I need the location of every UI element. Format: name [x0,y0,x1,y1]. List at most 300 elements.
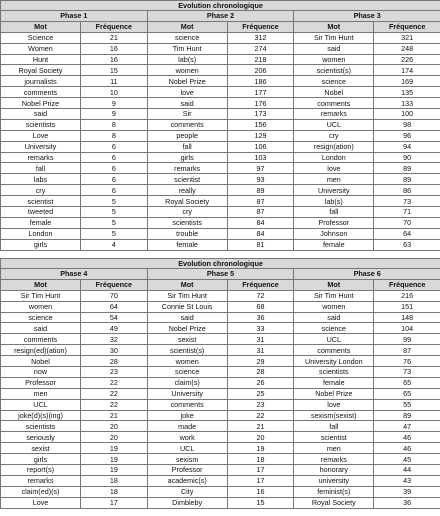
table-row [1,119,440,130]
frequency-cell: 16 [81,54,148,65]
frequency-cell: 97 [227,163,294,174]
frequency-cell: 312 [227,32,294,43]
frequency-cell: 22 [227,410,294,421]
column-header-word: Mot [147,21,227,32]
frequency-cell: 89 [374,174,440,185]
word-cell: fall [1,163,81,174]
frequency-cell: 30 [81,345,148,356]
frequency-cell: 6 [81,152,148,163]
frequency-cell: 17 [227,465,294,476]
frequency-cell: 86 [374,185,440,196]
word-cell: fall [294,207,374,218]
column-header-frequency: Fréquence [227,279,294,290]
frequency-cell: 63 [374,239,440,250]
word-cell: said [1,109,81,120]
frequency-cell: 21 [227,421,294,432]
word-cell: men [294,174,374,185]
word-cell: girls [147,152,227,163]
table-row [1,454,440,465]
frequency-cell: 70 [374,217,440,228]
frequency-cell: 29 [227,356,294,367]
table-row [1,109,440,120]
table-row [1,98,440,109]
table-row [1,367,440,378]
word-cell: report(s) [1,465,81,476]
frequency-cell: 15 [81,65,148,76]
word-cell: City [147,486,227,497]
frequency-cell: 84 [227,228,294,239]
frequency-cell: 43 [374,475,440,486]
column-header-frequency: Fréquence [374,21,440,32]
word-cell: university [294,475,374,486]
word-cell: Nobel Prize [147,323,227,334]
table-row [1,334,440,345]
word-cell: joke(d)(s)(ing) [1,410,81,421]
table-row [1,43,440,54]
word-cell: scientists [147,217,227,228]
table-row [1,54,440,65]
word-cell: comments [294,98,374,109]
frequency-cell: 151 [374,301,440,312]
word-cell: Professor [1,377,81,388]
table-row [1,76,440,87]
frequency-cell: 174 [374,65,440,76]
table-row [1,475,440,486]
frequency-cell: 5 [81,217,148,228]
word-cell: lab(s) [294,196,374,207]
table-row [1,228,440,239]
frequency-cell: 106 [227,141,294,152]
frequency-cell: 64 [374,228,440,239]
frequency-cell: 99 [374,334,440,345]
table-row [1,388,440,399]
frequency-cell: 33 [227,323,294,334]
table-row [1,65,440,76]
frequency-cell: 70 [81,290,148,301]
frequency-cell: 9 [81,98,148,109]
frequency-cell: 17 [81,497,148,508]
frequency-cell: 226 [374,54,440,65]
frequency-cell: 4 [81,239,148,250]
phase-header: Phase 4 [1,269,148,280]
word-cell: London [1,228,81,239]
word-cell: Johnson [294,228,374,239]
word-cell: comments [1,334,81,345]
word-cell: London [294,152,374,163]
word-cell: female [294,239,374,250]
frequency-cell: 248 [374,43,440,54]
table-row [1,356,440,367]
table-row [1,185,440,196]
phase-header-row [1,11,440,22]
word-cell: remarks [294,109,374,120]
table-row [1,345,440,356]
frequency-cell: 20 [81,421,148,432]
phase-header: Phase 3 [294,11,440,22]
column-header-word: Mot [1,279,81,290]
frequency-cell: 9 [81,109,148,120]
word-cell: University [147,388,227,399]
table-row [1,497,440,508]
frequency-cell: 129 [227,130,294,141]
table-row [1,141,440,152]
word-cell: men [1,388,81,399]
frequency-cell: 15 [227,497,294,508]
word-cell: claim(ed)(s) [1,486,81,497]
word-cell: joke [147,410,227,421]
word-cell: Royal Society [294,497,374,508]
word-cell: resign(ation) [294,141,374,152]
word-cell: Professor [147,465,227,476]
word-cell: men [294,443,374,454]
frequency-cell: 321 [374,32,440,43]
column-header-row [1,279,440,290]
word-cell: University London [294,356,374,367]
frequency-cell: 19 [81,443,148,454]
word-cell: Royal Society [147,196,227,207]
word-cell: love [294,163,374,174]
frequency-cell: 76 [374,356,440,367]
table-row [1,87,440,98]
word-cell: Sir Tim Hunt [294,290,374,301]
word-cell: Nobel Prize [294,388,374,399]
word-cell: science [1,312,81,323]
frequency-cell: 55 [374,399,440,410]
word-cell: love [147,87,227,98]
frequency-cell: 6 [81,174,148,185]
word-cell: women [294,301,374,312]
frequency-cell: 73 [374,196,440,207]
word-cell: love [294,399,374,410]
frequency-cell: 135 [374,87,440,98]
frequency-cell: 31 [227,345,294,356]
word-cell: made [147,421,227,432]
word-cell: Sir [147,109,227,120]
word-cell: Nobel Prize [147,76,227,87]
word-cell: remarks [147,163,227,174]
word-cell: labs [1,174,81,185]
word-cell: science [147,32,227,43]
table-row [1,486,440,497]
frequency-cell: 19 [81,454,148,465]
phase-header: Phase 6 [294,269,440,280]
frequency-cell: 104 [374,323,440,334]
table-title: Evolution chronologique [1,259,440,269]
frequency-cell: 72 [227,290,294,301]
word-cell: scientist [294,432,374,443]
word-cell: scientists [1,119,81,130]
word-cell: fall [147,141,227,152]
frequency-cell: 186 [227,76,294,87]
frequency-cell: 16 [227,486,294,497]
word-cell: female [294,377,374,388]
word-cell: Love [1,130,81,141]
frequency-cell: 8 [81,130,148,141]
frequency-cell: 36 [374,497,440,508]
word-cell: University [294,185,374,196]
frequency-cell: 96 [374,130,440,141]
word-cell: scientist(s) [147,345,227,356]
frequency-cell: 22 [81,388,148,399]
word-cell: said [147,98,227,109]
table-row [1,377,440,388]
frequency-cell: 156 [227,119,294,130]
word-cell: Nobel [1,356,81,367]
word-cell: comments [147,119,227,130]
word-cell: Tim Hunt [147,43,227,54]
word-cell: Professor [294,217,374,228]
frequency-cell: 89 [374,410,440,421]
table-row [1,443,440,454]
word-cell: fall [294,421,374,432]
table-title: Evolution chronologique [1,1,440,11]
frequency-cell: 18 [227,454,294,465]
frequency-cell: 8 [81,119,148,130]
frequency-cell: 169 [374,76,440,87]
frequency-cell: 54 [81,312,148,323]
word-cell: UCL [1,399,81,410]
word-cell: UCL [147,443,227,454]
frequency-cell: 49 [81,323,148,334]
table-row [1,239,440,250]
frequency-cell: 206 [227,65,294,76]
frequency-cell: 148 [374,312,440,323]
frequency-cell: 22 [81,377,148,388]
word-cell: scientist(s) [294,65,374,76]
frequency-cell: 176 [227,98,294,109]
word-cell: science [147,367,227,378]
frequency-cell: 28 [81,356,148,367]
word-cell: Nobel [294,87,374,98]
phase-header: Phase 1 [1,11,148,22]
frequency-cell: 19 [227,443,294,454]
frequency-cell: 45 [374,454,440,465]
frequency-cell: 73 [374,367,440,378]
word-cell: UCL [294,119,374,130]
frequency-cell: 68 [227,301,294,312]
table-row [1,312,440,323]
frequency-cell: 274 [227,43,294,54]
word-cell: Dimbleby [147,497,227,508]
word-cell: female [147,239,227,250]
table-row [1,399,440,410]
word-cell: comments [1,87,81,98]
word-cell: said [1,323,81,334]
frequency-cell: 71 [374,207,440,218]
word-cell: Nobel Prize [1,98,81,109]
frequency-cell: 20 [227,432,294,443]
word-cell: said [147,312,227,323]
frequency-cell: 81 [227,239,294,250]
word-cell: UCL [294,334,374,345]
frequency-cell: 84 [227,217,294,228]
word-cell: female [1,217,81,228]
table-row [1,174,440,185]
word-cell: academic(s) [147,475,227,486]
word-cell: sexist [147,334,227,345]
frequency-cell: 26 [227,377,294,388]
frequency-cell: 6 [81,163,148,174]
frequency-cell: 89 [374,163,440,174]
word-cell: said [294,43,374,54]
phase-header: Phase 2 [147,11,294,22]
evolution-table [0,0,440,251]
word-cell: Women [1,43,81,54]
frequency-cell: 87 [374,345,440,356]
word-cell: sexism [147,454,227,465]
word-cell: science [294,323,374,334]
word-cell: people [147,130,227,141]
frequency-cell: 64 [81,301,148,312]
word-cell: lab(s) [147,54,227,65]
table-row [1,323,440,334]
table-body [1,290,440,508]
word-cell: women [1,301,81,312]
table-row [1,207,440,218]
frequency-cell: 18 [81,475,148,486]
table-row [1,130,440,141]
frequency-cell: 89 [227,185,294,196]
frequency-cell: 87 [227,207,294,218]
frequency-cell: 16 [81,43,148,54]
word-cell: seriously [1,432,81,443]
frequency-cell: 6 [81,185,148,196]
table-row [1,410,440,421]
word-cell: work [147,432,227,443]
word-cell: really [147,185,227,196]
column-header-frequency: Fréquence [374,279,440,290]
word-cell: comments [294,345,374,356]
word-cell: resign(ed)(ation) [1,345,81,356]
table-row [1,301,440,312]
frequency-cell: 11 [81,76,148,87]
frequency-cell: 21 [81,410,148,421]
table-row [1,32,440,43]
frequency-cell: 21 [81,32,148,43]
word-cell: remarks [294,454,374,465]
frequency-cell: 173 [227,109,294,120]
word-cell: tweeted [1,207,81,218]
frequency-cell: 93 [227,174,294,185]
frequency-cell: 5 [81,207,148,218]
phase-header: Phase 5 [147,269,294,280]
word-cell: Hunt [1,54,81,65]
evolution-table [0,258,440,509]
word-cell: women [147,65,227,76]
word-cell: cry [294,130,374,141]
frequency-cell: 100 [374,109,440,120]
frequency-cell: 31 [227,334,294,345]
frequency-cell: 22 [81,399,148,410]
word-cell: comments [147,399,227,410]
frequency-cell: 6 [81,141,148,152]
table-body [1,32,440,250]
word-cell: remarks [1,475,81,486]
word-cell: University [1,141,81,152]
word-cell: cry [1,185,81,196]
evolution-table-block-2 [0,258,440,516]
table-row [1,217,440,228]
frequency-cell: 32 [81,334,148,345]
word-cell: honorary [294,465,374,476]
word-cell: Science [1,32,81,43]
word-cell: girls [1,454,81,465]
frequency-cell: 19 [81,465,148,476]
column-header-word: Mot [294,21,374,32]
table-row [1,432,440,443]
word-cell: claim(s) [147,377,227,388]
frequency-cell: 216 [374,290,440,301]
frequency-cell: 25 [227,388,294,399]
word-cell: sexist [1,443,81,454]
frequency-cell: 23 [227,399,294,410]
word-cell: girls [1,239,81,250]
frequency-cell: 5 [81,228,148,239]
column-header-word: Mot [147,279,227,290]
frequency-cell: 17 [227,475,294,486]
word-cell: Love [1,497,81,508]
table-row [1,465,440,476]
word-cell: women [147,356,227,367]
frequency-cell: 47 [374,421,440,432]
frequency-cell: 87 [227,196,294,207]
frequency-cell: 98 [374,119,440,130]
word-cell: Sir Tim Hunt [147,290,227,301]
column-header-row [1,21,440,32]
word-cell: now [1,367,81,378]
word-cell: feminist(s) [294,486,374,497]
word-cell: scientist [1,196,81,207]
word-cell: remarks [1,152,81,163]
table-row [1,163,440,174]
table-row [1,290,440,301]
phase-header-row [1,269,440,280]
frequency-cell: 133 [374,98,440,109]
frequency-cell: 90 [374,152,440,163]
word-cell: scientists [294,367,374,378]
column-header-word: Mot [294,279,374,290]
frequency-cell: 23 [81,367,148,378]
word-cell: journalists [1,76,81,87]
word-cell: trouble [147,228,227,239]
column-header-frequency: Fréquence [81,21,148,32]
frequency-cell: 18 [81,486,148,497]
frequency-cell: 10 [81,87,148,98]
word-cell: Sir Tim Hunt [294,32,374,43]
frequency-cell: 46 [374,443,440,454]
column-header-word: Mot [1,21,81,32]
column-header-frequency: Fréquence [227,21,294,32]
frequency-cell: 36 [227,312,294,323]
frequency-cell: 28 [227,367,294,378]
frequency-cell: 20 [81,432,148,443]
word-cell: Sir Tim Hunt [1,290,81,301]
word-cell: women [294,54,374,65]
frequency-cell: 177 [227,87,294,98]
frequency-cell: 5 [81,196,148,207]
word-cell: said [294,312,374,323]
frequency-cell: 46 [374,432,440,443]
frequency-cell: 218 [227,54,294,65]
word-cell: Royal Society [1,65,81,76]
word-cell: cry [147,207,227,218]
column-header-frequency: Fréquence [81,279,148,290]
word-cell: Connie St Louis [147,301,227,312]
frequency-cell: 103 [227,152,294,163]
frequency-cell: 94 [374,141,440,152]
word-cell: scientist [147,174,227,185]
word-cell: sexism(sexist) [294,410,374,421]
